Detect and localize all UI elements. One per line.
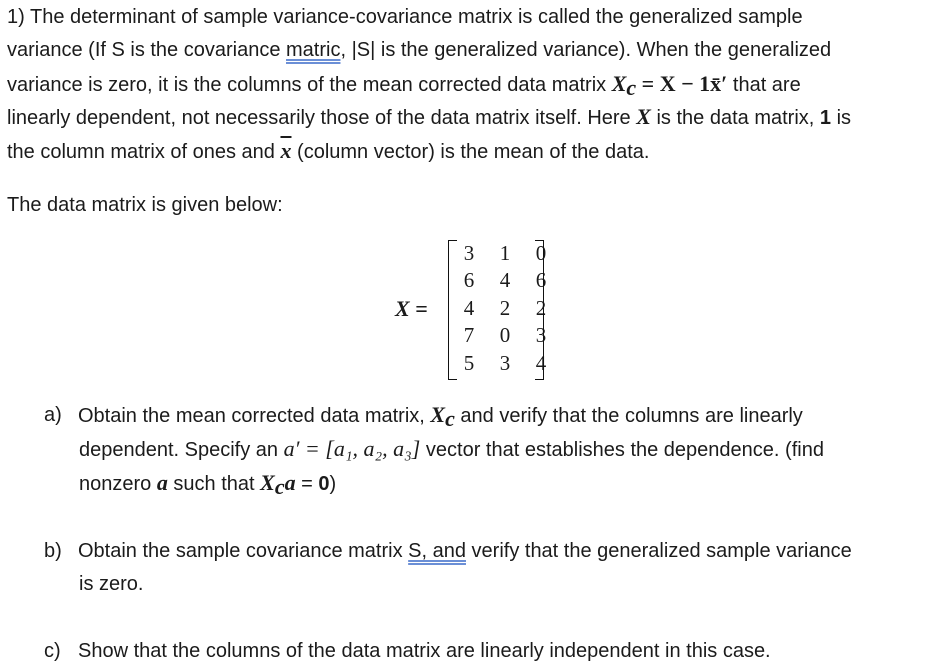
matrix-cell: 2 [499,295,511,320]
math-x: X [611,71,627,96]
item-b-line-1 [44,538,852,564]
intro-line-1: 1) The determinant of sample variance-covariance matrix is called the generalized sample [7,6,803,28]
matrix-cell: 7 [463,323,475,348]
right-bracket [535,240,544,380]
text: , |S| is the generalized variance). When the generalized [340,39,832,61]
text: (column vector) is the mean of the data. [291,141,650,163]
matrix-label [395,296,428,322]
given-text: The data matrix is given below: [7,194,283,216]
text: linearly dependent, not necessarily those of the data matrix itself. Here [7,107,637,129]
intro-line-2 [7,37,831,63]
matrix-cell: 4 [463,295,475,320]
text: that are [727,74,801,96]
item-a-label: a) [44,404,62,426]
matrix-cell: 4 [499,268,511,293]
intro-line-5 [7,138,649,165]
math-one: 1 [819,107,832,129]
math-eq: = X − 1x̄′ [636,71,728,96]
spellcheck-word: matric [286,39,341,61]
math-zero: 0 [318,473,330,495]
matrix-cell: 6 [535,268,547,293]
text: Obtain the sample covariance matrix [78,540,409,562]
item-c-label: c) [44,640,61,662]
item-b-label: b) [44,540,62,562]
matrix-cell: 3 [499,350,511,375]
matrix-cell: 5 [463,350,475,375]
text: variance is zero, it is the columns of the mean corrected data matrix [7,74,612,96]
item-a-line-2 [79,436,824,463]
intro-line-3 [7,71,801,98]
text: dependent. Specify an [79,439,284,461]
item-b-line-2: is zero. [79,573,144,595]
text: = [295,473,319,495]
math-sub: c [445,406,455,431]
matrix-cell: 0 [499,323,511,348]
spellcheck-word: S, and [408,540,466,562]
math-xbar: $\overline{x}$ [280,138,292,163]
text: such that [167,473,261,495]
text: Show that the columns of the data matrix are linearly independent in this case. [78,640,771,662]
matrix-label-text: X = [395,296,428,321]
math-sub: c [626,75,637,100]
intro-line-4 [7,104,851,131]
text: is the data matrix, [650,107,820,129]
matrix-cell: 1 [499,241,511,265]
text: and verify that the columns are linearly [454,405,803,427]
item-a-line-3 [79,470,336,497]
matrix-cell: 6 [463,268,475,293]
math-a: a [284,470,296,495]
matrix-cell: 3 [535,323,547,348]
item-c-line-1 [44,638,771,664]
text: verify that the generalized sample variance [465,540,852,562]
matrix-cell: 3 [463,241,475,265]
item-a-line-1 [44,402,803,431]
math-x: X [260,470,275,495]
matrix-cell: 4 [535,350,547,375]
math-x: X [636,104,651,129]
math-sub: c [274,474,285,499]
text: is [831,107,852,129]
text: ) [329,473,337,495]
text: vector that establishes the dependence. (find [420,439,824,461]
text: nonzero [79,473,157,495]
matrix-cell: 0 [535,241,547,265]
text: variance (If S is the covariance [7,39,287,61]
math-x: X [430,402,446,427]
text: the column matrix of ones and [7,141,281,163]
text: Obtain the mean corrected data matrix, [78,405,431,427]
math-vector: a′ = [a₁, a₂, a₃] [283,436,421,461]
matrix-cell: 2 [535,295,547,320]
math-a: a [156,470,168,495]
